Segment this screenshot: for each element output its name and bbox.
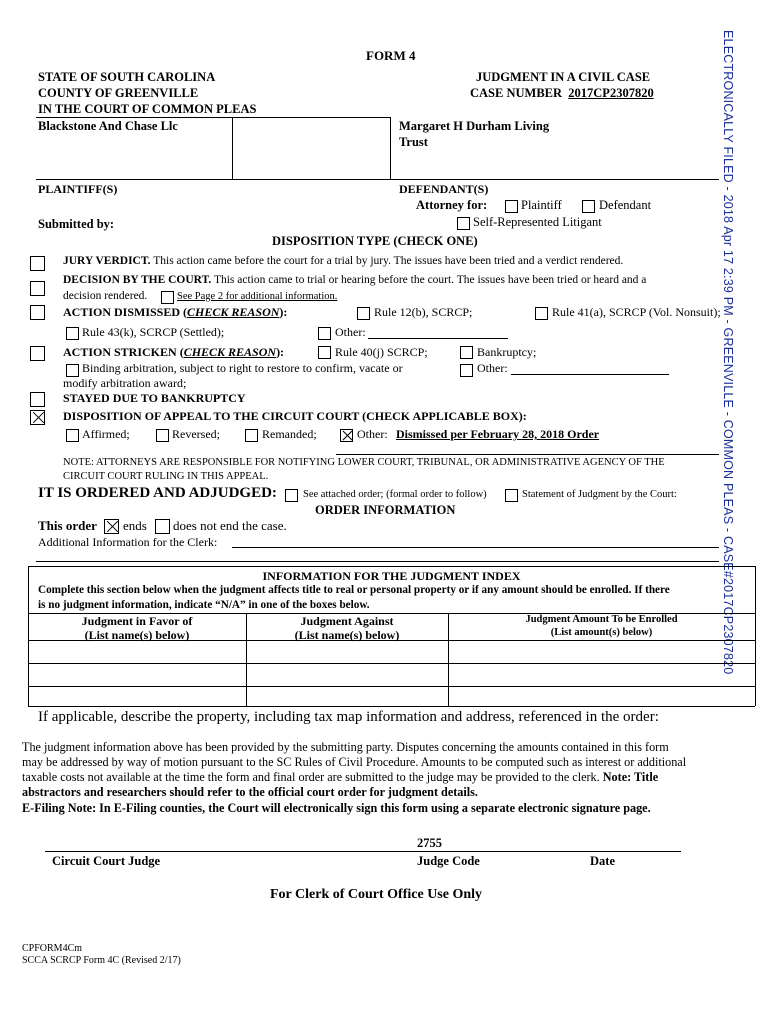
stricken-other-checkbox[interactable]: [460, 364, 473, 377]
attorney-for-label: Attorney for:: [416, 198, 488, 212]
ordered-adjudged-title: IT IS ORDERED AND ADJUDGED:: [38, 485, 277, 501]
self-represented-checkbox[interactable]: [457, 217, 470, 230]
action-dismissed-label: ACTION DISMISSED (CHECK REASON):: [63, 305, 288, 319]
electronic-filing-stamp: ELECTRONICALLY FILED - 2018 Apr 17 2:39 PM - GREENVILLE - COMMON PLEAS - CASE#2017CP2307820: [721, 30, 735, 675]
rule-12b-checkbox[interactable]: [357, 307, 370, 320]
attorney-note-line2: CIRCUIT COURT RULING IN THIS APPEAL.: [63, 471, 269, 482]
reversed-checkbox[interactable]: [156, 429, 169, 442]
judgment-index-instr1: Complete this section below when the judgment affects title to real or personal property or if any amount should be enrolled. If there: [38, 584, 670, 596]
case-number-label: CASE NUMBER: [470, 86, 563, 100]
order-not-end-case-checkbox[interactable]: [155, 519, 170, 534]
see-page2-checkbox[interactable]: [161, 291, 174, 304]
form-title: FORM 4: [366, 48, 416, 63]
case-number-value: 2017CP2307820: [568, 86, 654, 100]
defendant-name-line1: Margaret H Durham Living: [399, 119, 550, 133]
clerk-use-title: For Clerk of Court Office Use Only: [270, 887, 483, 902]
disposition-title: DISPOSITION TYPE (CHECK ONE): [272, 234, 478, 248]
decision-text-2: decision rendered.: [63, 290, 148, 302]
additional-info-field-2[interactable]: [36, 561, 719, 562]
affirmed-checkbox[interactable]: [66, 429, 79, 442]
self-represented-label: Self-Represented Litigant: [473, 215, 602, 229]
appeal-other-checkbox[interactable]: [340, 429, 353, 442]
appeal-other-label: Other:: [357, 427, 388, 441]
divider: [36, 179, 719, 180]
rule-43k-label: Rule 43(k), SCRCP (Settled);: [82, 325, 225, 339]
additional-info-field[interactable]: [232, 547, 719, 548]
case-number-row: [470, 86, 654, 101]
divider: [232, 117, 233, 179]
county-name: COUNTY OF GREENVILLE: [38, 86, 199, 100]
divider: [28, 566, 755, 567]
property-description-label: If applicable, describe the property, including tax map information and address, referenced in the order:: [38, 709, 659, 725]
footer-line5: E-Filing Note: In E-Filing counties, the Court will electronically sign this form using a separate electronic signature page.: [22, 801, 651, 815]
attorney-note-line1: NOTE: ATTORNEYS ARE RESPONSIBLE FOR NOTIFYING LOWER COURT, TRIBUNAL, OR ADMINISTRATIVE AGENCY OF THE: [63, 457, 665, 468]
footer-line3: taxable costs not available at the time the form and final order are submitted to the judge may be provided to the clerk. Note: Title: [22, 770, 659, 784]
judgment-index-instr2: is no judgment information, indicate “N/A” in one of the boxes below.: [38, 599, 370, 611]
statement-of-judgment-checkbox[interactable]: [505, 489, 518, 502]
stayed-bankruptcy-label: STAYED DUE TO BANKRUPTCY: [63, 391, 246, 405]
order-ends-label: ends: [123, 518, 147, 533]
rule-43k-checkbox[interactable]: [66, 327, 79, 340]
divider: [28, 686, 755, 687]
defendant-name-line2: Trust: [399, 135, 428, 149]
order-information-title: ORDER INFORMATION: [315, 503, 456, 517]
additional-info-label: Additional Information for the Clerk:: [38, 535, 218, 549]
submitted-by-label: Submitted by:: [38, 217, 115, 231]
reversed-label: Reversed;: [172, 427, 220, 441]
rule-12b-label: Rule 12(b), SCRCP;: [374, 305, 473, 319]
action-stricken-checkbox[interactable]: [30, 346, 45, 361]
statement-of-judgment-label: Statement of Judgment by the Court:: [522, 489, 677, 500]
form-id-2: SCCA SCRCP Form 4C (Revised 2/17): [22, 955, 181, 966]
order-ends-case-checkbox[interactable]: [104, 519, 119, 534]
stricken-other-field[interactable]: [511, 374, 669, 375]
dismissed-other-label: Other:: [335, 325, 366, 339]
bankruptcy-label: Bankruptcy;: [477, 345, 537, 359]
circuit-court-judge-label: Circuit Court Judge: [52, 854, 161, 868]
rule-40j-checkbox[interactable]: [318, 346, 331, 359]
see-attached-order-label: See attached order; (formal order to follow): [303, 489, 487, 500]
dismissed-other-field[interactable]: [368, 338, 508, 339]
see-page2-link[interactable]: See Page 2 for additional information.: [177, 291, 338, 302]
rule-40j-label: Rule 40(j) SCRCP;: [335, 345, 428, 359]
judge-code-label: Judge Code: [417, 854, 480, 868]
dismissed-other-checkbox[interactable]: [318, 327, 331, 340]
action-stricken-label: ACTION STRICKEN (CHECK REASON):: [63, 345, 285, 359]
appeal-disposition-label: DISPOSITION OF APPEAL TO THE CIRCUIT COURT (CHECK APPLICABLE BOX):: [63, 409, 527, 423]
decision-by-court-checkbox[interactable]: [30, 281, 45, 296]
attorney-defendant-checkbox[interactable]: [582, 200, 595, 213]
stayed-bankruptcy-checkbox[interactable]: [30, 392, 45, 407]
bankruptcy-checkbox[interactable]: [460, 346, 473, 359]
order-not-end-label: does not end the case.: [173, 518, 287, 533]
appeal-other-value: Dismissed per February 28, 2018 Order: [396, 427, 600, 441]
footer-line4: abstractors and researchers should refer to the official court order for judgment details.: [22, 785, 478, 799]
rule-41a-checkbox[interactable]: [535, 307, 548, 320]
attorney-plaintiff-label: Plaintiff: [521, 198, 562, 212]
divider: [755, 566, 756, 706]
divider: [336, 454, 719, 455]
col-against-header: Judgment Against: [300, 614, 394, 628]
jury-verdict-checkbox[interactable]: [30, 256, 45, 271]
plaintiff-label: PLAINTIFF(S): [38, 182, 118, 196]
binding-arbitration-label: Binding arbitration, subject to right to restore to confirm, vacate or: [82, 361, 403, 375]
divider: [36, 117, 390, 118]
signature-line: [45, 851, 681, 852]
divider: [28, 706, 755, 707]
divider: [28, 663, 755, 664]
plaintiff-name: Blackstone And Chase Llc: [38, 119, 178, 133]
attorney-defendant-label: Defendant: [599, 198, 652, 212]
binding-arbitration-label-2: modify arbitration award;: [63, 376, 187, 390]
see-attached-order-checkbox[interactable]: [285, 489, 298, 502]
col-favor-subheader: (List name(s) below): [84, 628, 190, 642]
rule-41a-label: Rule 41(a), SCRCP (Vol. Nonsuit);: [552, 305, 721, 319]
remanded-label: Remanded;: [262, 427, 317, 441]
state-name: STATE OF SOUTH CAROLINA: [38, 70, 216, 84]
footer-line2: may be addressed by way of motion pursuant to the SC Rules of Civil Procedure. Amounts to be computed such as interest or additional: [22, 755, 687, 769]
stricken-other-label: Other:: [477, 361, 508, 375]
this-order-label: This order: [38, 518, 97, 533]
affirmed-label: Affirmed;: [82, 427, 130, 441]
attorney-plaintiff-checkbox[interactable]: [505, 200, 518, 213]
col-favor-header: Judgment in Favor of: [81, 614, 193, 628]
footer-line1: The judgment information above has been provided by the submitting party. Disputes concerning the amounts contained in this form: [22, 740, 669, 754]
judgment-index-title: INFORMATION FOR THE JUDGMENT INDEX: [262, 569, 521, 583]
divider: [390, 117, 391, 179]
appeal-disposition-checkbox[interactable]: [30, 410, 45, 425]
col-against-subheader: (List name(s) below): [294, 628, 400, 642]
col-amount-subheader: (List amount(s) below): [550, 627, 653, 638]
judge-code-value: 2755: [417, 836, 442, 850]
decision-text: DECISION BY THE COURT. This action came to trial or hearing before the court. The issues have been tried or heard and a: [63, 274, 647, 286]
action-dismissed-checkbox[interactable]: [30, 305, 45, 320]
form-id-1: CPFORM4Cm: [22, 943, 83, 954]
judgment-title: JUDGMENT IN A CIVIL CASE: [476, 70, 651, 84]
defendant-label: DEFENDANT(S): [399, 182, 489, 196]
court-name: IN THE COURT OF COMMON PLEAS: [38, 102, 257, 116]
remanded-checkbox[interactable]: [245, 429, 258, 442]
col-amount-header: Judgment Amount To be Enrolled: [525, 614, 678, 625]
jury-verdict-text: JURY VERDICT. This action came before the court for a trial by jury. The issues have been tried and a verdict rendered.: [63, 255, 624, 267]
date-label: Date: [590, 854, 615, 868]
